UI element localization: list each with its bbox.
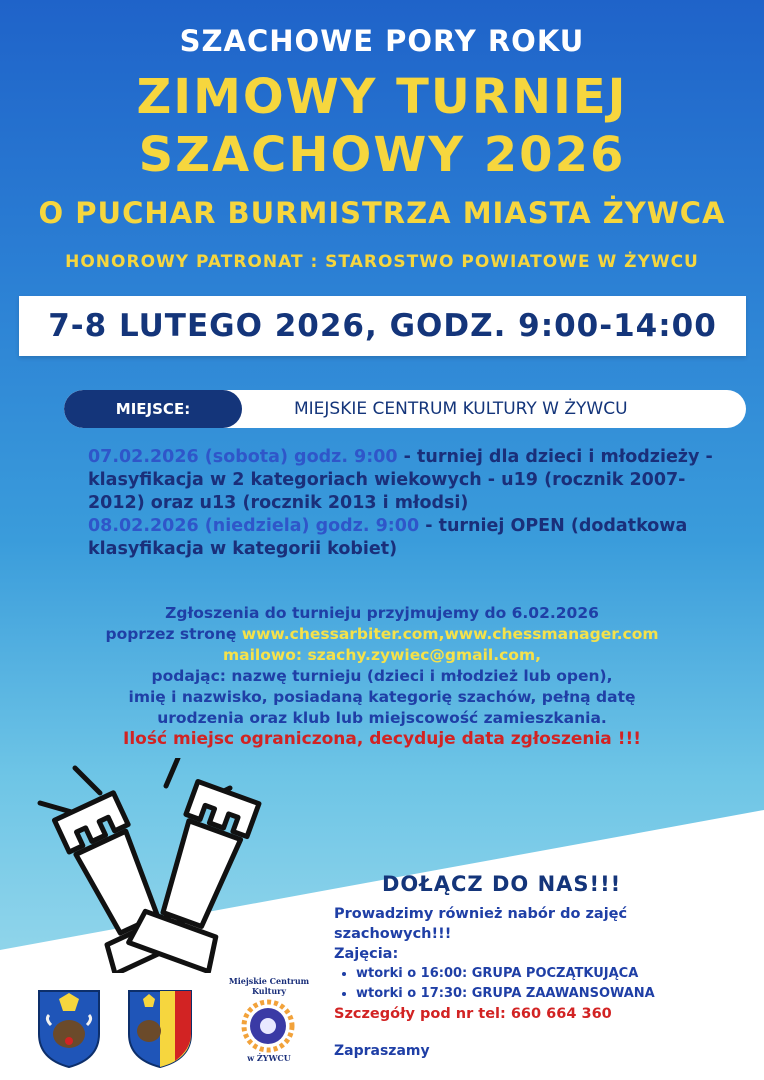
- main-title: [0, 68, 764, 184]
- join-contact: Szczegóły pod nr tel: 660 664 360: [334, 1006, 612, 1022]
- schedule-day2: [88, 515, 728, 561]
- date-banner-text: 7-8 LUTEGO 2026, GODZ. 9:00-14:00: [48, 308, 717, 344]
- registration-block: [40, 603, 724, 750]
- place-label: MIEJSCE:: [64, 390, 242, 428]
- schedule-block: [88, 446, 728, 561]
- registration-line2-prefix: poprzez stronę: [105, 625, 242, 643]
- registration-line1: Zgłoszenia do turnieju przyjmujemy do 6.02.2026: [165, 604, 599, 622]
- mck-logo-bottom-text: w ŻYWCU: [247, 1053, 291, 1063]
- join-class-item: • wtorki o 16:00: GRUPA POCZĄTKUJĄCA: [356, 964, 744, 984]
- registration-line5: imię i nazwisko, posiadaną kategorię szachów, pełną datę: [128, 688, 636, 706]
- main-title-line2: SZACHOWY 2026: [138, 127, 626, 183]
- schedule-day2-text: - turniej OPEN (dodatkowa klasyfikacja w kategorii kobiet): [88, 516, 688, 559]
- chess-rooks-illustration: [30, 758, 330, 973]
- registration-websites[interactable]: www.chessarbiter.com,www.chessmanager.com: [241, 625, 659, 643]
- powiat-crest-icon: [127, 989, 193, 1069]
- series-title: SZACHOWE PORY ROKU: [179, 24, 585, 58]
- registration-email[interactable]: mailowo: szachy.zywiec@gmail.com,: [223, 646, 541, 664]
- schedule-day1: [88, 446, 728, 515]
- registration-warning: Ilość miejsc ograniczona, decyduje data zgłoszenia !!!: [123, 729, 641, 749]
- date-banner: [19, 296, 746, 356]
- join-classes-list: [334, 964, 744, 1004]
- registration-line2: [40, 624, 724, 645]
- cup-subtitle: O PUCHAR BURMISTRZA MIASTA ŻYWCA: [38, 196, 726, 230]
- join-classes-label: Zajęcia:: [334, 946, 399, 962]
- schedule-day1-date: 07.02.2026 (sobota) godz. 9:00: [88, 447, 398, 467]
- registration-line4: podając: nazwę turnieju (dzieci i młodzież lub open),: [151, 667, 613, 685]
- join-title: DOŁĄCZ DO NAS!!!: [382, 872, 622, 896]
- zywiec-town-crest-icon: [37, 989, 101, 1069]
- closing-text: Zapraszamy: [334, 1043, 430, 1059]
- registration-line6: urodzenia oraz klub lub miejscowość zamieszkania.: [157, 709, 607, 727]
- schedule-day1-text: - turniej dla dzieci i młodzieży - klasyfikacja w 2 kategoriach wiekowych - u19 (rocznik 2007-2012) oraz u13 (rocznik 2013 i młodsi): [88, 447, 713, 513]
- join-block: [334, 904, 744, 1024]
- join-line1: Prowadzimy również nabór do zajęć szachowych!!!: [334, 906, 628, 942]
- join-class-item: • wtorki o 17:30: GRUPA ZAAWANSOWANA: [356, 984, 744, 1004]
- place-value: MIEJSKIE CENTRUM KULTURY W ŻYWCU: [294, 399, 628, 419]
- main-title-line1: ZIMOWY TURNIEJ: [136, 69, 628, 125]
- schedule-day2-date: 08.02.2026 (niedziela) godz. 9:00: [88, 516, 420, 536]
- mck-logo-ring-text: Miejskie Centrum Kultury: [228, 976, 310, 996]
- place-bar: [64, 390, 746, 428]
- patronage-line: HONOROWY PATRONAT : STAROSTWO POWIATOWE W ŻYWCU: [65, 252, 699, 272]
